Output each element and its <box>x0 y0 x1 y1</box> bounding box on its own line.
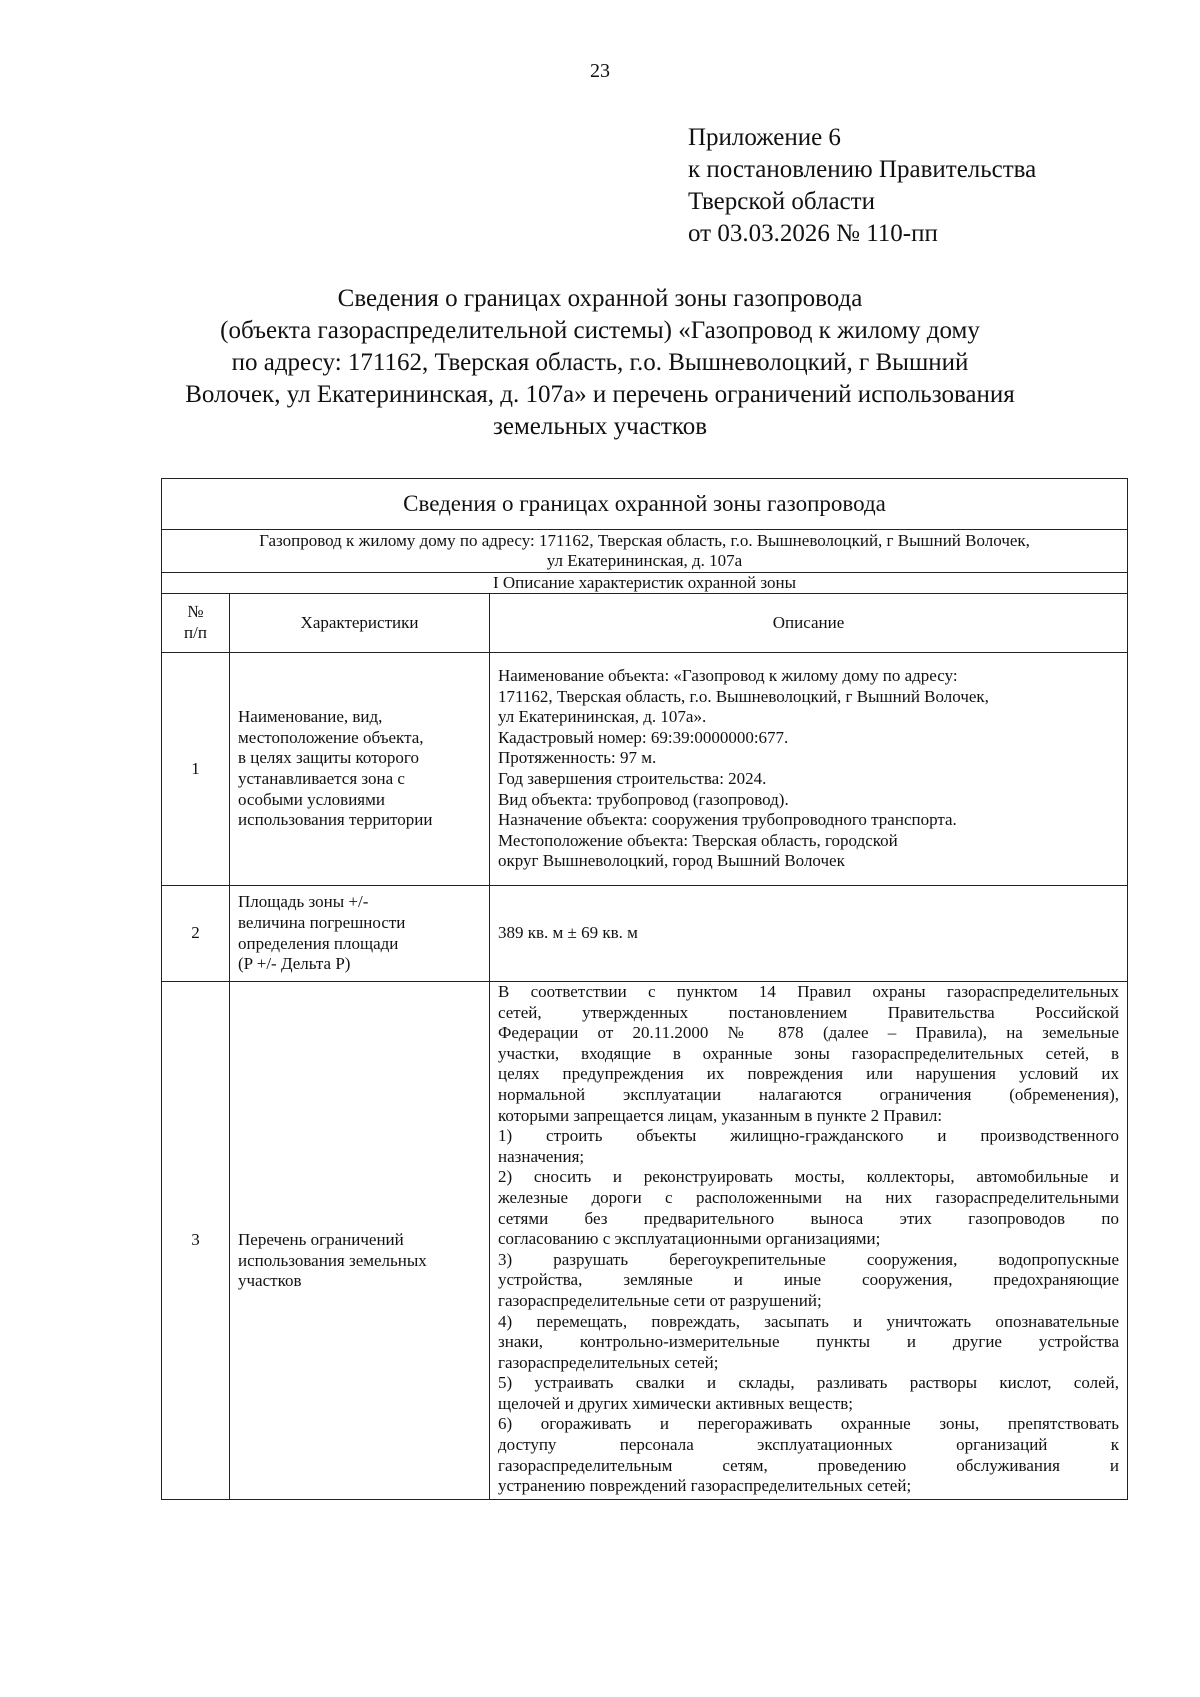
appendix-line: Приложение 6 <box>688 124 841 151</box>
col-num-line: № <box>187 602 204 622</box>
row-characteristic <box>230 982 490 1500</box>
section-title: I Описание характеристик охранной зоны <box>162 573 1128 594</box>
table-header-sub <box>162 530 1128 573</box>
desc-line: согласованию с эксплуатационными организациями; <box>498 1229 881 1249</box>
desc-line: участки, входящие в охранные зоны газораспределительных сетей, в <box>498 1043 1119 1063</box>
char-line: Наименование, вид, <box>238 707 383 727</box>
desc-line: сетями без предварительного выноса этих газопроводов по <box>498 1208 1119 1228</box>
desc-line: Федерации от 20.11.2000 № 878 (далее – Правила), на земельные <box>498 1023 1119 1043</box>
char-line: определения площади <box>238 933 399 953</box>
desc-line: Вид объекта: трубопровод (газопровод). <box>498 789 789 809</box>
appendix-line: от 03.03.2026 № 110-пп <box>688 220 938 247</box>
row-description <box>490 982 1128 1500</box>
desc-line: В соответствии с пунктом 14 Правил охраны газораспределительных <box>498 982 1119 1001</box>
desc-line: Наименование объекта: «Газопровод к жилому дому по адресу: <box>498 666 958 686</box>
document-title <box>120 283 1080 443</box>
char-line: Перечень ограничений <box>238 1230 404 1249</box>
appendix-block <box>688 122 1036 250</box>
desc-line: щелочей и других химически активных веществ; <box>498 1393 853 1413</box>
desc-line: Протяженность: 97 м. <box>498 748 657 768</box>
desc-line: Назначение объекта: сооружения трубопроводного транспорта. <box>498 810 957 830</box>
row-description: 389 кв. м ± 69 кв. м <box>490 886 1128 982</box>
char-line: устанавливается зона с <box>238 769 405 788</box>
column-header-description: Описание <box>490 594 1128 653</box>
title-line: (объекта газораспределительной системы) «Газопровод к жилому дому <box>220 317 980 344</box>
char-line: использования земельных <box>238 1250 427 1270</box>
zone-table <box>161 478 1128 1500</box>
column-header-number <box>162 594 230 653</box>
char-line: величина погрешности <box>238 912 406 932</box>
page-number: 23 <box>590 60 610 82</box>
desc-line: газораспределительным сетям, проведению обслуживания и <box>498 1455 1119 1475</box>
desc-line: Год завершения строительства: 2024. <box>498 769 767 788</box>
header-sub-line: ул Екатерининская, д. 107а <box>546 551 743 570</box>
char-line: особыми условиями <box>238 789 385 809</box>
char-line: использования территории <box>238 810 433 830</box>
table-row <box>162 982 1128 1500</box>
desc-line: Местоположение объекта: Тверская область, городской <box>498 830 898 850</box>
desc-line: целях предупреждения их повреждения или нарушения условий их <box>498 1064 1119 1084</box>
desc-line: назначения; <box>498 1146 585 1166</box>
desc-line: сетей, утвержденных постановлением Правительства Российской <box>498 1002 1119 1022</box>
row-number: 1 <box>162 653 230 886</box>
desc-line: 4) перемещать, повреждать, засыпать и уничтожать опознавательные <box>498 1311 1119 1331</box>
desc-line: округ Вышневолоцкий, город Вышний Волочек <box>498 851 845 871</box>
title-line: земельных участков <box>492 413 708 440</box>
title-line: по адресу: 171162, Тверская область, г.о. Вышневолоцкий, г Вышний <box>231 349 969 376</box>
row-characteristic <box>230 653 490 886</box>
desc-line: устранению повреждений газораспределительных сетей; <box>498 1476 912 1496</box>
title-line: Волочек, ул Екатерининская, д. 107а» и перечень ограничений использования <box>185 381 1015 408</box>
desc-line: нормальной эксплуатации налагаются ограничения (обременения), <box>498 1084 1119 1104</box>
appendix-line: к постановлению Правительства <box>688 156 1037 183</box>
header-sub-line: Газопровод к жилому дому по адресу: 171162, Тверская область, г.о. Вышневолоцкий, г Вышний Волочек, <box>259 531 1030 550</box>
desc-line: газораспределительных сетей; <box>498 1352 719 1372</box>
row-characteristic <box>230 886 490 982</box>
desc-line: железные дороги с расположенными на них газораспределительными <box>498 1187 1119 1207</box>
table-row <box>162 886 1128 982</box>
desc-line: 5) устраивать свалки и склады, разливать растворы кислот, солей, <box>498 1373 1119 1393</box>
char-line: (P +/- Дельта P) <box>238 954 351 974</box>
char-line: местоположение объекта, <box>238 727 424 747</box>
char-line: участков <box>238 1271 302 1291</box>
row-description <box>490 653 1128 886</box>
table-header-main: Сведения о границах охранной зоны газопровода <box>162 479 1128 530</box>
desc-line: Кадастровый номер: 69:39:0000000:677. <box>498 727 789 747</box>
column-header-characteristics: Характеристики <box>230 594 490 653</box>
desc-line: газораспределительные сети от разрушений; <box>498 1290 822 1310</box>
char-line: в целях защиты которого <box>238 748 419 768</box>
char-line: Площадь зоны +/- <box>238 892 369 912</box>
col-num-line: п/п <box>184 623 207 642</box>
desc-line: 6) огораживать и перегораживать охранные зоны, препятствовать <box>498 1414 1119 1434</box>
row-number: 3 <box>162 982 230 1500</box>
table-row <box>162 653 1128 886</box>
desc-line: устройства, земляные и иные сооружения, предохраняющие <box>498 1270 1119 1290</box>
desc-line: знаки, контрольно-измерительные пункты и другие устройства <box>498 1332 1119 1352</box>
desc-line: 1) строить объекты жилищно-гражданского и производственного <box>498 1126 1119 1146</box>
desc-line: 2) сносить и реконструировать мосты, коллекторы, автомобильные и <box>498 1167 1119 1187</box>
desc-line: ул Екатерининская, д. 107а». <box>498 707 707 727</box>
desc-line: 171162, Тверская область, г.о. Вышневолоцкий, г Вышний Волочек, <box>498 686 989 706</box>
desc-line: которыми запрещается лицам, указанным в пункте 2 Правил: <box>498 1105 943 1125</box>
title-line: Сведения о границах охранной зоны газопровода <box>337 285 863 312</box>
desc-line: 3) разрушать берегоукрепительные сооружения, водопропускные <box>498 1249 1119 1269</box>
appendix-line: Тверской области <box>688 188 875 215</box>
row-number: 2 <box>162 886 230 982</box>
desc-line: доступу персонала эксплуатационных организаций к <box>498 1435 1119 1455</box>
